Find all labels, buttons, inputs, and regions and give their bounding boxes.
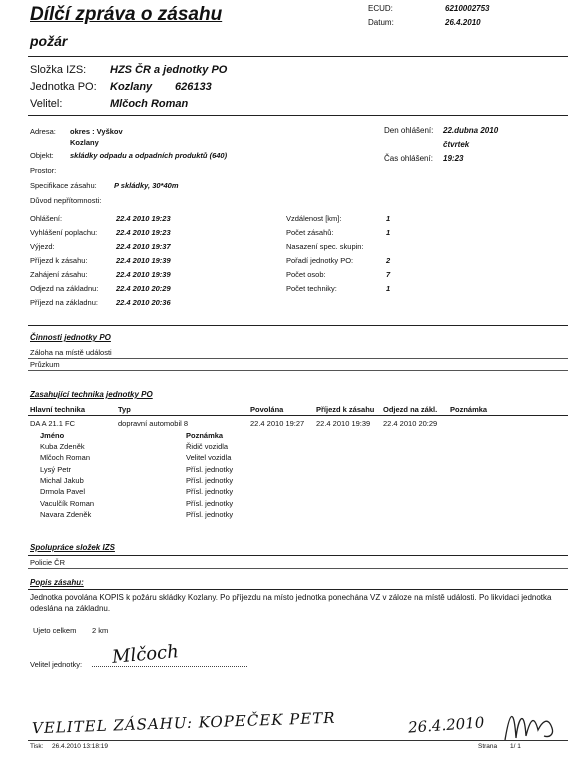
adresa-line2: Kozlany <box>70 138 99 147</box>
crew-note: Přísl. jednotky <box>186 498 234 508</box>
cas-ohlaseni-label: Čas ohlášení: <box>384 154 433 163</box>
times-divider <box>28 325 568 326</box>
technika-typ: dopravní automobil 8 <box>118 419 189 428</box>
cinnosti-item: Průzkum <box>30 360 60 369</box>
stat-label: Počet zásahů: <box>286 228 334 237</box>
ecud-value: 6210002753 <box>445 4 490 13</box>
time-value: 22.4 2010 19:23 <box>116 214 171 223</box>
velitel-jednotky-label: Velitel jednotky: <box>30 660 83 669</box>
crew-note: Přísl. jednotky <box>186 509 234 519</box>
stat-value: 1 <box>386 214 391 223</box>
stat-value: 2 <box>386 256 391 265</box>
ujeto-label: Ujeto celkem <box>33 626 77 635</box>
col-poznamka: Poznámka <box>450 405 488 414</box>
col-hlavni-technika: Hlavní technika <box>30 405 86 414</box>
handwritten-velitel-zasahu: VELITEL ZÁSAHU: KOPEČEK PETR <box>31 708 336 738</box>
col-prijezd: Příjezd k zásahu <box>316 405 375 414</box>
header-divider <box>28 56 568 57</box>
slozka-value: HZS ČR a jednotky PO <box>110 64 228 76</box>
den-ohlaseni-value: 22.dubna 2010 <box>443 126 499 135</box>
crew-col-poznamka: Poznámka <box>186 431 224 440</box>
crew-note: Přísl. jednotky <box>186 475 234 485</box>
technika-header-divider <box>28 415 568 416</box>
col-povolana: Povolána <box>250 405 284 414</box>
time-label: Výjezd: <box>30 242 55 251</box>
spoluprace-heading: Spolupráce složek IZS <box>30 543 115 552</box>
crew-note: Přísl. jednotky <box>186 487 234 497</box>
technika-prijezd: 22.4 2010 19:39 <box>316 419 371 428</box>
jednotka-code: 626133 <box>175 81 212 93</box>
technika-heading: Zasahující technika jednotky PO <box>30 390 153 399</box>
cinnosti-item: Záloha na místě události <box>30 348 112 357</box>
time-value: 22.4 2010 19:39 <box>116 270 171 279</box>
stat-label: Pořadí jednotky PO: <box>286 256 354 265</box>
report-title: Dílčí zpráva o zásahu <box>30 4 223 25</box>
footer-divider <box>28 740 568 741</box>
stat-value: 1 <box>386 284 391 293</box>
cinnosti-heading: Činnosti jednotky PO <box>30 333 111 342</box>
time-label: Vyhlášení poplachu: <box>30 228 98 237</box>
time-value: 22.4 2010 20:36 <box>116 298 171 307</box>
specifikace-label: Specifikace zásahu: <box>30 181 97 190</box>
time-value: 22.4 2010 19:39 <box>116 256 171 265</box>
velitel-label: Velitel: <box>30 98 63 110</box>
report-subtitle: požár <box>30 33 68 49</box>
datum-value: 26.4.2010 <box>445 18 481 27</box>
adresa-line1: okres : Vyškov <box>70 127 123 136</box>
technika-hlavni: DA A 21.1 FC <box>30 419 76 428</box>
den-ohlaseni-weekday: čtvrtek <box>443 140 470 149</box>
col-odjezd: Odjezd na zákl. <box>383 405 438 414</box>
crew-note: Řidič vozidla <box>186 442 229 451</box>
crew-col-jmeno: Jméno <box>40 431 65 440</box>
time-label: Příjezd na základnu: <box>30 298 98 307</box>
time-value: 22.4 2010 19:23 <box>116 228 171 237</box>
velitel-value: Mlčoch Roman <box>110 98 189 110</box>
jednotka-value: Kozlany <box>110 81 153 93</box>
spoluprace-item: Policie ČR <box>30 558 66 567</box>
strana-value: 1/ 1 <box>510 743 521 750</box>
crew-name: Kuba Zdeněk <box>40 442 85 451</box>
time-label: Odjezd na základnu: <box>30 284 99 293</box>
stat-label: Počet techniky: <box>286 284 337 293</box>
popis-divider <box>28 589 568 590</box>
time-label: Ohlášení: <box>30 214 63 223</box>
cinnosti-row-divider <box>28 358 568 359</box>
technika-povolana: 22.4 2010 19:27 <box>250 419 305 428</box>
col-typ: Typ <box>118 405 131 414</box>
spoluprace-row-divider <box>28 568 568 569</box>
ecud-label: ECUD: <box>368 4 393 13</box>
adresa-label: Adresa: <box>30 127 56 136</box>
cinnosti-row-divider <box>28 370 568 371</box>
stat-label: Vzdálenost [km]: <box>286 214 342 223</box>
time-label: Příjezd k zásahu: <box>30 256 88 265</box>
popis-heading: Popis zásahu: <box>30 578 84 587</box>
crew-name: Michal Jakub <box>40 475 84 485</box>
slozka-label: Složka IZS: <box>30 64 87 76</box>
popis-text: Jednotka povolána KOPIS k požáru skládky Kozlany. Po příjezdu na místo jednotka ponechána VZ v záloze na místě události. Po likvidaci jednotka odeslána na základnu. <box>30 593 552 613</box>
stat-value: 1 <box>386 228 391 237</box>
specifikace-value: P skládky, 30*40m <box>114 181 179 190</box>
datum-label: Datum: <box>368 18 394 27</box>
objekt-value: skládky odpadu a odpadních produktů (640) <box>70 151 228 160</box>
duvod-label: Důvod nepřítomnosti: <box>30 196 102 205</box>
prostor-label: Prostor: <box>30 166 57 175</box>
crew-name: Vaculčík Roman <box>40 498 95 508</box>
velitel-signature: Mlčoch <box>111 641 180 668</box>
cas-ohlaseni-value: 19:23 <box>443 154 464 163</box>
crew-note: Velitel vozidla <box>186 453 232 463</box>
objekt-label: Objekt: <box>30 151 54 160</box>
stat-label: Nasazení spec. skupin: <box>286 242 364 251</box>
time-value: 22.4 2010 19:37 <box>116 242 171 251</box>
crew-name: Mlčoch Roman <box>40 453 91 463</box>
stat-label: Počet osob: <box>286 270 326 279</box>
tisk-label: Tisk: <box>30 743 44 750</box>
ujeto-value: 2 km <box>92 626 109 635</box>
crew-name: Navara Zdeněk <box>40 509 92 519</box>
crew-note: Přísl. jednotky <box>186 464 234 474</box>
handwritten-date: 26.4.2010 <box>407 713 485 737</box>
technika-odjezd: 22.4 2010 20:29 <box>383 419 438 428</box>
unit-divider <box>28 115 568 116</box>
stat-value: 7 <box>386 270 391 279</box>
strana-label: Strana <box>478 743 498 750</box>
crew-name: Lysý Petr <box>40 464 71 474</box>
time-label: Zahájení zásahu: <box>30 270 88 279</box>
time-value: 22.4 2010 20:29 <box>116 284 171 293</box>
den-ohlaseni-label: Den ohlášení: <box>384 126 434 135</box>
handwritten-signature <box>500 700 560 745</box>
crew-name: Drmola Pavel <box>40 487 86 497</box>
tisk-value: 26.4.2010 13:18:19 <box>52 743 109 750</box>
spoluprace-divider <box>28 555 568 556</box>
jednotka-label: Jednotka PO: <box>30 81 97 93</box>
